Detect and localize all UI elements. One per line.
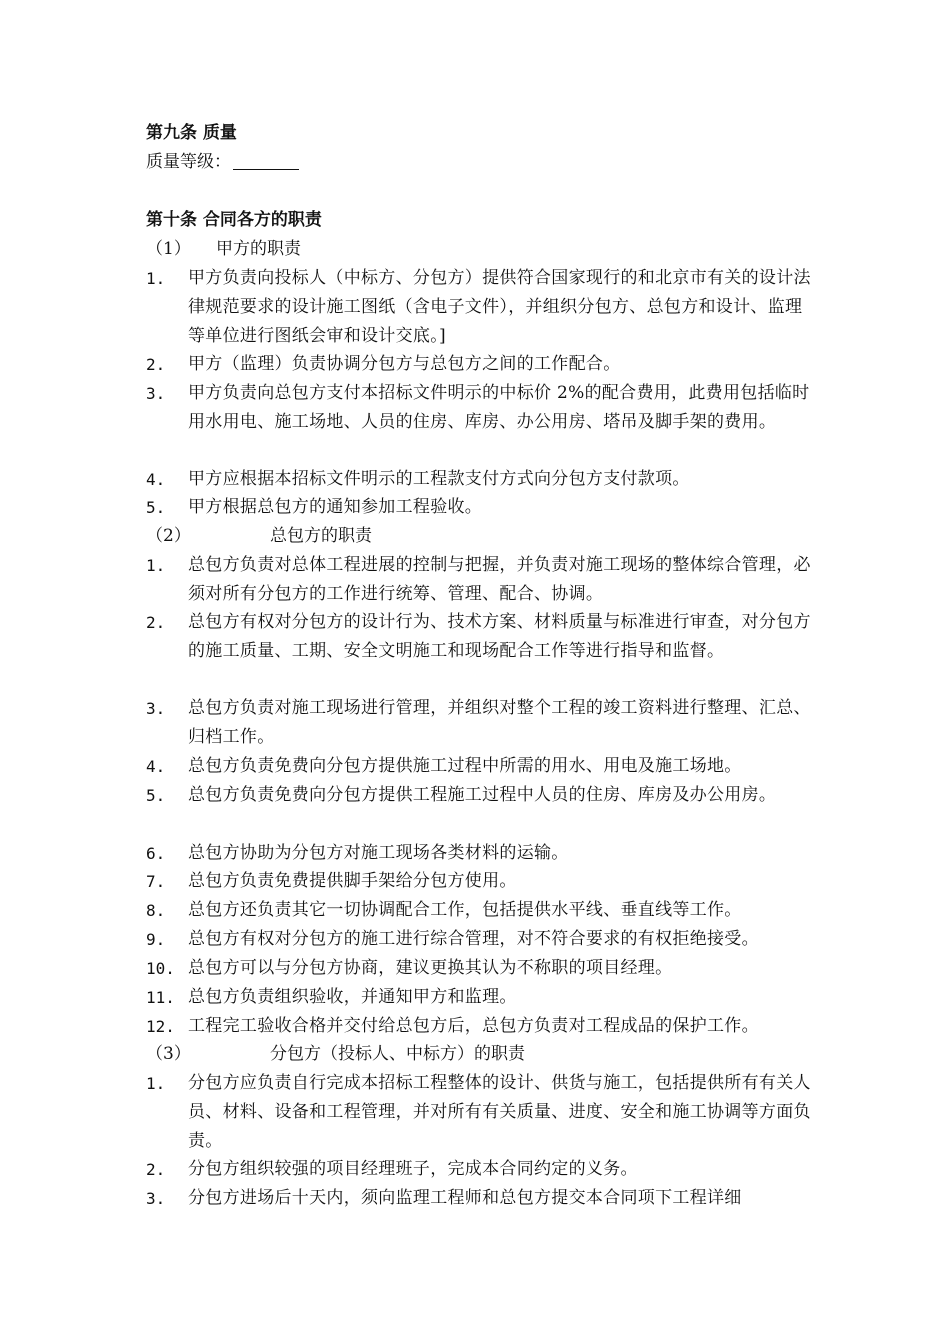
subcontractor-title: 分包方（投标人、中标方）的职责 xyxy=(270,1044,525,1064)
item-number: 1. xyxy=(146,269,166,288)
party-a-item-4 xyxy=(146,465,826,494)
item-text: 分包方应负责自行完成本招标工程整体的设计、供货与施工，包括提供所有有关人员、材料、设备和工程管理，并对所有有关质量、进度、安全和施工协调等方面负责。 xyxy=(188,1073,811,1151)
item-text: 甲方（监理）负责协调分包方与总包方之间的工作配合。 xyxy=(188,354,621,374)
party-a-item-1 xyxy=(146,264,826,351)
general-contractor-title: 总包方的职责 xyxy=(270,526,372,546)
item-number: 1. xyxy=(146,1074,166,1093)
gc-item-7 xyxy=(146,867,826,896)
item-text: 总包方负责对施工现场进行管理，并组织对整个工程的竣工资料进行整理、汇总、归档工作。 xyxy=(188,698,811,747)
subcontractor-label: （3） xyxy=(146,1044,191,1064)
item-text: 甲方应根据本招标文件明示的工程款支付方式向分包方支付款项。 xyxy=(188,469,690,489)
item-number: 4. xyxy=(146,757,166,776)
gc-item-12 xyxy=(146,1012,826,1041)
party-a-item-2 xyxy=(146,350,826,379)
item-text: 总包方协助为分包方对施工现场各类材料的运输。 xyxy=(188,843,569,863)
gc-item-11 xyxy=(146,983,826,1012)
item-text: 总包方负责对总体工程进展的控制与把握，并负责对施工现场的整体综合管理，必须对所有分包方的工作进行统筹、管理、配合、协调。 xyxy=(188,555,811,604)
gc-item-1 xyxy=(146,551,826,609)
item-number: 1. xyxy=(146,556,166,575)
item-text: 甲方根据总包方的通知参加工程验收。 xyxy=(188,497,483,517)
subcontractor-heading xyxy=(146,1040,525,1069)
party-a-title: 甲方的职责 xyxy=(216,239,301,259)
gc-item-8 xyxy=(146,896,826,925)
general-contractor-label: （2） xyxy=(146,526,191,546)
item-number: 6. xyxy=(146,844,166,863)
quality-grade-label: 质量等级： xyxy=(146,152,231,172)
item-number: 4. xyxy=(146,470,166,489)
item-number: 7. xyxy=(146,872,166,891)
item-text: 总包方还负责其它一切协调配合工作，包括提供水平线、垂直线等工作。 xyxy=(188,900,742,920)
item-text: 甲方负责向投标人（中标方、分包方）提供符合国家现行的和北京市有关的设计法律规范要求的设计施工图纸（含电子文件），并组织分包方、总包方和设计、监理等单位进行图纸会审和设计交底。] xyxy=(188,268,811,346)
item-text: 工程完工验收合格并交付给总包方后，总包方负责对工程成品的保护工作。 xyxy=(188,1016,759,1036)
item-number: 5. xyxy=(146,786,166,805)
section-10-title: 第十条 合同各方的职责 xyxy=(146,210,322,230)
sub-item-2 xyxy=(146,1155,826,1184)
quality-grade-line xyxy=(146,148,826,177)
item-text: 总包方负责免费向分包方提供施工过程中所需的用水、用电及施工场地。 xyxy=(188,756,742,776)
item-text: 总包方有权对分包方的设计行为、技术方案、材料质量与标准进行审查，对分包方的施工质量、工期、安全文明施工和现场配合工作等进行指导和监督。 xyxy=(188,612,811,661)
party-a-heading xyxy=(146,235,301,264)
gc-item-4 xyxy=(146,752,826,781)
party-a-item-3 xyxy=(146,379,826,437)
gc-item-9 xyxy=(146,925,826,954)
item-text: 总包方负责组织验收，并通知甲方和监理。 xyxy=(188,987,517,1007)
item-number: 11. xyxy=(146,988,175,1007)
item-number: 10. xyxy=(146,959,175,978)
gc-item-10 xyxy=(146,954,826,983)
item-number: 3. xyxy=(146,699,166,718)
item-text: 分包方组织较强的项目经理班子，完成本合同约定的义务。 xyxy=(188,1159,638,1179)
item-number: 9. xyxy=(146,930,166,949)
item-number: 5. xyxy=(146,498,166,517)
item-text: 总包方可以与分包方协商，建议更换其认为不称职的项目经理。 xyxy=(188,958,673,978)
item-text: 总包方有权对分包方的施工进行综合管理，对不符合要求的有权拒绝接受。 xyxy=(188,929,759,949)
party-a-label: （1） xyxy=(146,239,191,259)
item-text: 总包方负责免费提供脚手架给分包方使用。 xyxy=(188,871,517,891)
sub-item-1 xyxy=(146,1069,826,1156)
item-number: 8. xyxy=(146,901,166,920)
gc-item-2 xyxy=(146,608,826,666)
item-number: 2. xyxy=(146,1160,166,1179)
item-number: 2. xyxy=(146,613,166,632)
item-text: 甲方负责向总包方支付本招标文件明示的中标价 2%的配合费用，此费用包括临时用水用电、施工场地、人员的住房、库房、办公用房、塔吊及脚手架的费用。 xyxy=(188,383,810,432)
item-number: 2. xyxy=(146,355,166,374)
section-9-title: 第九条 质量 xyxy=(146,123,237,143)
item-number: 3. xyxy=(146,384,166,403)
gc-item-3 xyxy=(146,694,826,752)
item-number: 12. xyxy=(146,1017,175,1036)
item-text: 总包方负责免费向分包方提供工程施工过程中人员的住房、库房及办公用房。 xyxy=(188,785,777,805)
item-text: 分包方进场后十天内，须向监理工程师和总包方提交本合同项下工程详细 xyxy=(188,1188,742,1208)
gc-item-5 xyxy=(146,781,826,810)
general-contractor-heading xyxy=(146,522,372,551)
gc-item-6 xyxy=(146,839,826,868)
party-a-item-5 xyxy=(146,493,826,522)
item-number: 3. xyxy=(146,1189,166,1208)
sub-item-3 xyxy=(146,1184,826,1213)
quality-grade-blank xyxy=(233,151,299,170)
